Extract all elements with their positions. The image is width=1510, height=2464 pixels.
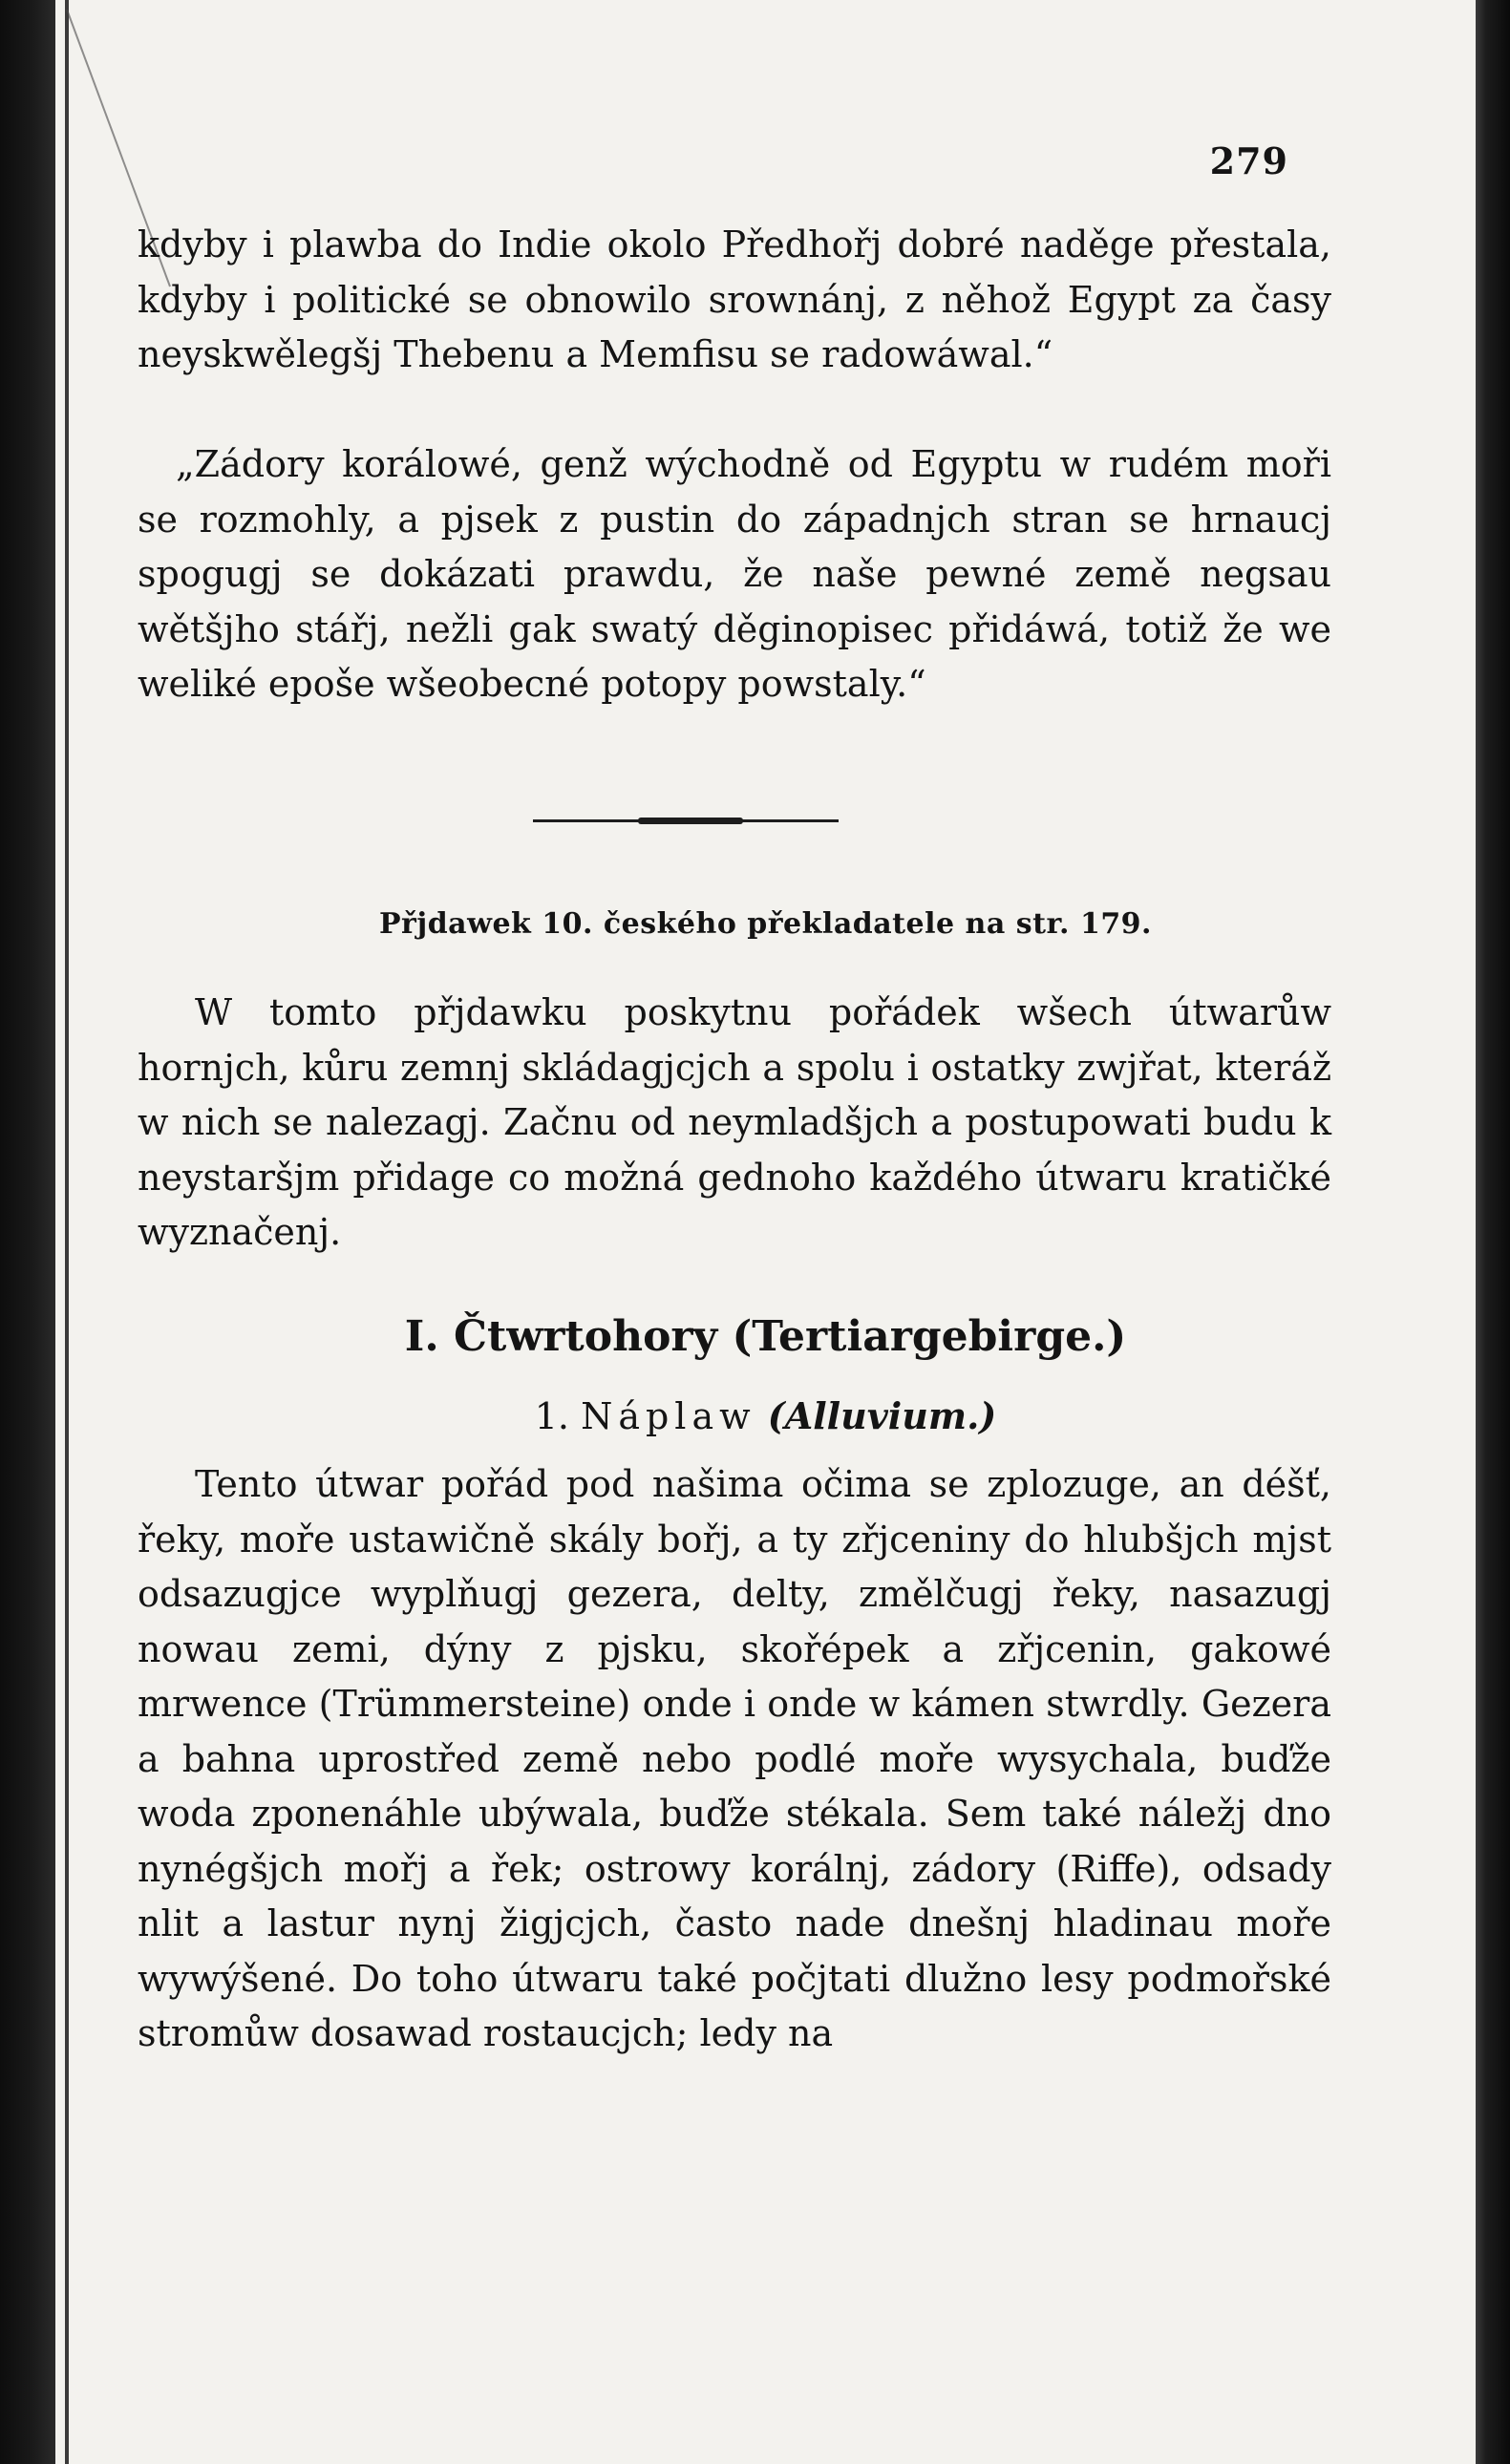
section-heading: I. Čtwrtohory (Tertiargebirge.) — [404, 1312, 1127, 1361]
book-page — [55, 0, 1476, 2464]
continuation-paragraph — [138, 218, 1331, 383]
quote-text: „Zádory korálowé, genž wýchodně od Egyptu w rudém moři se rozmohly, a pjsek z pustin do západnjch stran se hrnaucj spogugj se dokázati prawdu, že naše pewné země negsau wětšjho stářj, nežli gak swatý děginopisec přidáwá, totiž že we weliké epoše wšeobecné potopy powstaly.“ — [138, 443, 1331, 705]
scan-border-left — [0, 0, 55, 2464]
continuation-text: kdyby i plawba do Indie okolo Předhořj dobré naděge přestala, kdyby i politické se obnowilo srownánj, z něhož Egypt za časy neyskwělegšj Thebenu a Memfisu se radowáwal.“ — [138, 223, 1331, 375]
page-number: 279 — [1209, 139, 1288, 182]
sub-heading-name: Náplaw — [581, 1395, 756, 1437]
sub-heading-number: 1. — [534, 1395, 569, 1437]
scan-border-right — [1476, 0, 1510, 2464]
section-divider-ornament — [638, 818, 743, 824]
sub-heading — [55, 1394, 1476, 1437]
note-paragraph — [138, 986, 1331, 1261]
note-text: W tomto přjdawku poskytnu pořádek wšech útwarůw hornjch, kůru zemnj skládagjcjch a spolu i ostatky zwjřat, kteráž w nich se nalezagj. Začnu od neymladšjch a postupowati budu k neystaršjm přidage co možná gednoho každého útwaru kratičké wyznačenj. — [138, 991, 1331, 1253]
section-body-text: Tento útwar pořád pod našima očima se zplozuge, an déšť, řeky, moře ustawičně skály bořj, a ty zřjceniny do hlubšjch mjst odsazugjce wyplňugj gezera, delty, změlčugj řeky, nasazugj nowau zemi, dýny z pjsku, skořépek a zřjcenin, gakowé mrwence (Trümmersteine) onde i onde w kámen stwrdly. Gezera a bahna uprostřed země nebo podlé moře wysychala, buďže woda zponenáhle ubýwala, buďže stékala. Sem také náležj dno nynégšjch mořj a řek; ostrowy korálnj, zádory (Riffe), odsady nlit a lastur nynj žigjcjch, často nade dnešnj hladinau moře wywýšené. Do toho útwaru také počjtati dlužno lesy podmořské stromůw dosawad rostaucjch; ledy na — [138, 1463, 1331, 2054]
quote-paragraph — [138, 437, 1331, 712]
note-heading: Přjdawek 10. českého překladatele na str. 179. — [378, 907, 1153, 941]
section-body-paragraph — [138, 1457, 1331, 2062]
sub-heading-latin: (Alluvium.) — [767, 1394, 997, 1437]
